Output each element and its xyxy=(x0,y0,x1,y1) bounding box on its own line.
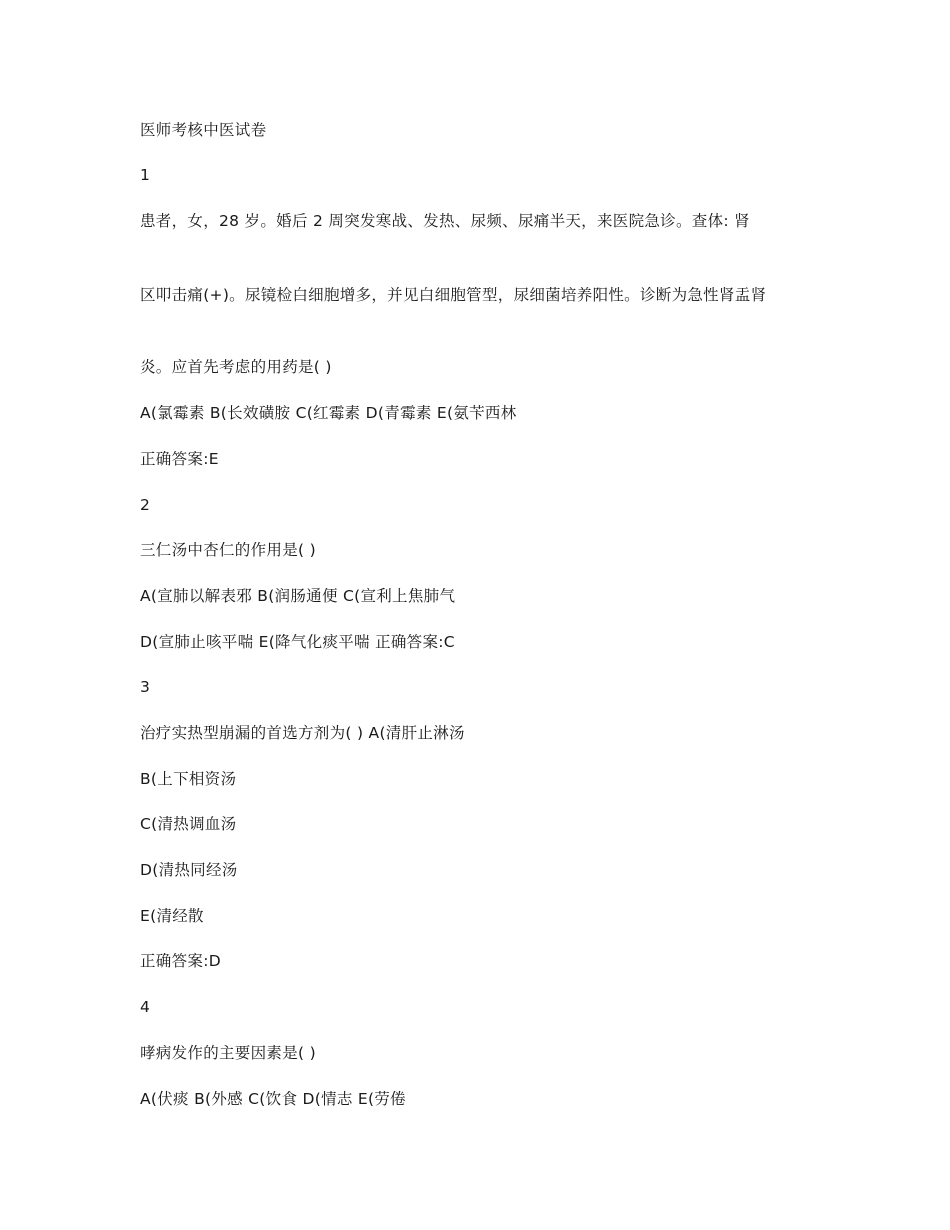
question-options: D(宣肺止咳平喘 E(降气化痰平喘 正确答案:C xyxy=(140,633,455,651)
question-stem: 哮病发作的主要因素是( ) xyxy=(140,1044,316,1062)
question-number: 1 xyxy=(140,166,151,184)
question-stem: 三仁汤中杏仁的作用是( ) xyxy=(140,541,316,559)
correct-answer: 正确答案:D xyxy=(140,952,221,970)
question-number: 4 xyxy=(140,998,151,1016)
question-stem: 炎。应首先考虑的用药是( ) xyxy=(140,358,332,376)
question-option: B(上下相资汤 xyxy=(140,770,237,788)
question-stem: 患者，女，28 岁。婚后 2 周突发寒战、发热、尿频、尿痛半天，来医院急诊。查体: 肾 xyxy=(140,212,750,230)
document-title: 医师考核中医试卷 xyxy=(140,121,267,139)
question-option: E(清经散 xyxy=(140,907,204,925)
question-stem: 治疗实热型崩漏的首选方剂为( ) A(清肝止淋汤 xyxy=(140,724,465,742)
question-options: A(宣肺以解表邪 B(润肠通便 C(宣利上焦肺气 xyxy=(140,587,456,605)
question-number: 3 xyxy=(140,678,151,696)
correct-answer: 正确答案:E xyxy=(140,450,219,468)
question-number: 2 xyxy=(140,496,151,514)
question-option: D(清热同经汤 xyxy=(140,861,238,879)
question-stem: 区叩击痛(+)。尿镜检白细胞增多，并见白细胞管型，尿细菌培养阳性。诊断为急性肾盂肾 xyxy=(140,286,767,304)
question-option: C(清热调血汤 xyxy=(140,815,237,833)
question-options: A(伏痰 B(外感 C(饮食 D(情志 E(劳倦 xyxy=(140,1090,406,1108)
question-options: A(氯霉素 B(长效磺胺 C(红霉素 D(青霉素 E(氨苄西林 xyxy=(140,404,517,422)
